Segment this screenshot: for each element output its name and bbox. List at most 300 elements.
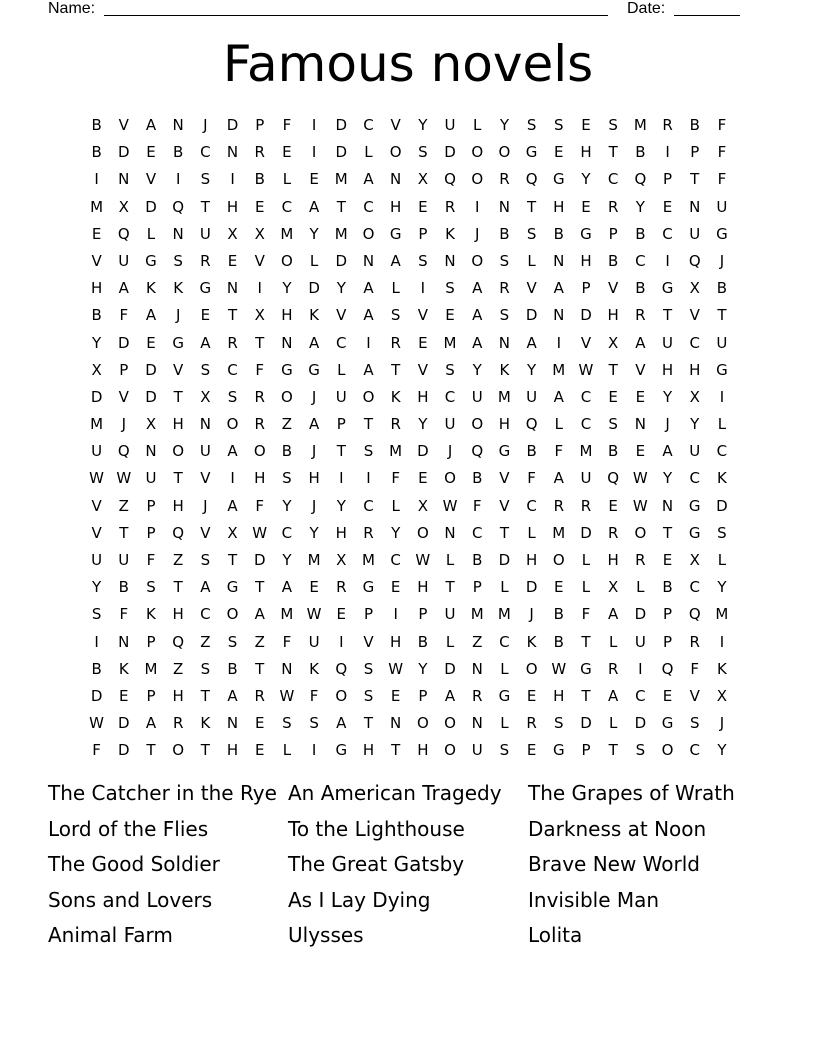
grid-letter: I [420, 279, 426, 298]
grid-letter: N [226, 143, 239, 162]
grid-letter: I [556, 333, 561, 352]
grid-row [83, 248, 736, 275]
grid-letter: H [254, 469, 266, 488]
grid-letter: I [719, 632, 725, 651]
grid-letter: W [279, 686, 295, 705]
grid-letter: U [662, 333, 674, 352]
grid-letter: R [553, 496, 564, 515]
grid-letter: I [94, 170, 99, 189]
grid-row [83, 357, 736, 384]
grid-letter: Z [173, 659, 184, 678]
grid-letter: R [689, 632, 700, 651]
grid-letter: J [121, 415, 126, 434]
word-list-item: An American Tragedy [288, 781, 502, 805]
grid-letter: S [445, 279, 455, 298]
grid-letter: A [363, 279, 374, 298]
grid-letter: O [389, 143, 402, 162]
name-field-line[interactable] [104, 15, 608, 16]
grid-letter: L [500, 714, 509, 733]
grid-letter: X [227, 224, 238, 243]
grid-letter: B [635, 224, 646, 243]
grid-letter: H [689, 360, 701, 379]
grid-letter: C [635, 251, 646, 270]
grid-letter: I [719, 387, 725, 406]
grid-letter: C [526, 496, 537, 515]
grid-letter: H [607, 551, 619, 569]
grid-letter: H [172, 686, 184, 705]
grid-letter: I [94, 632, 99, 651]
grid-letter: M [715, 605, 729, 624]
grid-letter: M [389, 442, 403, 461]
grid-letter: V [118, 387, 129, 406]
grid-letter: U [471, 387, 483, 406]
grid-letter: J [447, 442, 453, 461]
grid-letter: U [471, 741, 483, 760]
grid-letter: V [499, 496, 510, 515]
grid-letter: F [119, 605, 129, 624]
grid-letter: F [391, 469, 400, 488]
grid-letter: F [690, 659, 700, 678]
grid-letter: M [90, 197, 104, 216]
grid-letter: R [499, 170, 510, 189]
grid-letter: N [689, 197, 701, 216]
grid-letter: S [499, 306, 510, 325]
grid-letter: N [444, 251, 456, 270]
grid-letter: P [472, 578, 482, 597]
grid-letter: F [717, 116, 727, 134]
grid-letter: A [608, 605, 619, 624]
grid-letter: D [145, 387, 157, 406]
grid-letter: H [308, 469, 320, 488]
grid-letter: S [146, 578, 156, 597]
grid-letter: D [145, 197, 157, 216]
grid-letter: Y [92, 333, 102, 352]
grid-letter: D [118, 333, 130, 352]
grid-letter: G [552, 170, 565, 189]
grid-letter: Y [309, 523, 319, 542]
grid-letter: L [282, 741, 292, 760]
grid-letter: E [119, 686, 129, 705]
grid-letter: N [281, 659, 293, 678]
grid-letter: T [717, 306, 727, 325]
grid-row [83, 384, 736, 411]
grid-letter: O [661, 741, 674, 760]
grid-letter: V [200, 523, 211, 542]
grid-letter: N [390, 170, 402, 189]
grid-letter: L [608, 714, 618, 733]
grid-letter: O [471, 143, 484, 162]
grid-letter: S [200, 360, 211, 379]
word-list-item: Ulysses [288, 923, 364, 947]
letter-grid [83, 112, 736, 765]
grid-letter: T [391, 360, 401, 379]
grid-letter: M [361, 551, 375, 569]
grid-row [83, 629, 736, 656]
grid-letter: P [418, 224, 428, 243]
grid-letter: S [282, 469, 292, 488]
grid-letter: C [227, 360, 238, 379]
grid-letter: W [116, 469, 132, 488]
grid-letter: V [173, 360, 184, 379]
grid-letter: M [443, 333, 457, 352]
grid-letter: R [472, 686, 483, 705]
grid-letter: B [608, 251, 619, 270]
grid-letter: T [608, 360, 618, 379]
grid-row [83, 221, 736, 248]
grid-letter: E [662, 686, 673, 705]
grid-letter: F [554, 442, 564, 461]
grid-letter: P [146, 523, 156, 542]
grid-letter: X [689, 279, 700, 298]
grid-letter: N [199, 415, 211, 434]
grid-letter: T [146, 741, 156, 760]
grid-letter: E [390, 686, 401, 705]
grid-letter: E [254, 714, 265, 733]
grid-letter: I [638, 659, 643, 678]
grid-letter: A [227, 496, 238, 515]
grid-letter: K [118, 659, 129, 678]
grid-letter: D [118, 741, 130, 760]
grid-letter: Y [336, 496, 346, 515]
grid-letter: C [580, 415, 592, 434]
grid-letter: S [200, 551, 211, 569]
grid-letter: E [554, 578, 564, 597]
grid-letter: X [254, 306, 265, 325]
grid-letter: D [90, 686, 103, 705]
grid-letter: A [472, 333, 483, 352]
grid-letter: J [665, 415, 670, 434]
grid-letter: U [689, 442, 701, 461]
grid-letter: H [661, 360, 674, 379]
grid-letter: S [363, 659, 374, 678]
grid-letter: V [417, 360, 428, 379]
grid-letter: R [580, 496, 592, 515]
date-label: Date: [627, 0, 666, 17]
grid-letter: E [662, 197, 673, 216]
grid-letter: Z [200, 632, 211, 651]
grid-letter: C [363, 116, 374, 134]
grid-row [83, 683, 736, 710]
grid-letter: R [254, 387, 265, 406]
grid-letter: S [309, 714, 319, 733]
grid-letter: J [311, 387, 317, 406]
word-list-item: Animal Farm [48, 923, 173, 947]
grid-letter: E [581, 116, 591, 134]
grid-letter: D [525, 578, 538, 597]
grid-letter: X [608, 578, 619, 597]
grid-letter: R [390, 415, 401, 434]
grid-letter: V [91, 251, 102, 270]
grid-letter: O [634, 523, 647, 542]
grid-letter: A [553, 279, 564, 298]
grid-letter: H [226, 741, 239, 760]
grid-letter: Q [471, 442, 484, 461]
grid-letter: C [444, 387, 456, 406]
grid-letter: E [445, 306, 455, 325]
grid-letter: E [418, 469, 428, 488]
grid-letter: B [417, 632, 428, 651]
grid-letter: P [146, 686, 156, 705]
grid-letter: O [281, 251, 293, 270]
grid-letter: E [418, 197, 428, 216]
grid-letter: R [227, 333, 238, 352]
grid-letter: D [417, 442, 429, 461]
grid-letter: G [362, 578, 375, 597]
grid-letter: X [118, 197, 129, 216]
grid-letter: C [635, 686, 646, 705]
grid-letter: E [309, 170, 319, 189]
grid-letter: Q [117, 224, 130, 243]
grid-letter: L [527, 523, 536, 542]
word-list-item: The Catcher in the Rye [48, 781, 277, 805]
grid-row [83, 601, 736, 628]
grid-letter: B [227, 659, 238, 678]
grid-letter: C [607, 170, 619, 189]
grid-letter: B [635, 143, 646, 162]
grid-letter: W [632, 469, 648, 488]
grid-letter: V [336, 306, 347, 325]
grid-letter: A [553, 387, 564, 406]
grid-letter: X [689, 387, 700, 406]
grid-letter: G [661, 714, 674, 733]
grid-letter: Y [635, 197, 645, 216]
grid-letter: K [526, 632, 537, 651]
grid-letter: S [363, 442, 374, 461]
grid-letter: T [255, 578, 265, 597]
grid-letter: H [417, 387, 429, 406]
grid-letter: L [581, 578, 591, 597]
grid-letter: V [580, 333, 592, 352]
grid-letter: G [335, 741, 348, 760]
grid-letter: N [281, 333, 293, 352]
grid-letter: X [91, 360, 102, 379]
grid-letter: G [498, 442, 511, 461]
grid-row [83, 465, 736, 492]
grid-letter: E [608, 496, 618, 515]
grid-letter: P [581, 279, 591, 298]
grid-letter: H [417, 578, 429, 597]
grid-letter: C [281, 197, 293, 216]
grid-letter: N [118, 632, 130, 651]
grid-letter: Y [418, 116, 428, 134]
grid-letter: Y [282, 279, 292, 298]
grid-letter: C [689, 469, 700, 488]
grid-letter: Z [254, 632, 265, 651]
grid-letter: O [444, 469, 456, 488]
grid-row [83, 166, 736, 193]
grid-letter: B [472, 469, 483, 488]
grid-letter: G [661, 279, 674, 298]
grid-row [83, 194, 736, 221]
grid-letter: G [199, 279, 212, 298]
grid-letter: R [363, 523, 374, 542]
grid-letter: A [200, 333, 211, 352]
grid-letter: X [716, 686, 728, 705]
grid-letter: A [308, 197, 320, 216]
grid-letter: T [391, 741, 401, 760]
grid-letter: U [526, 387, 538, 406]
grid-letter: E [608, 387, 618, 406]
grid-letter: S [608, 116, 618, 134]
grid-letter: Z [118, 496, 129, 515]
grid-letter: K [146, 279, 156, 298]
grid-letter: N [634, 415, 646, 434]
grid-letter: A [526, 333, 537, 352]
grid-letter: B [91, 116, 102, 134]
grid-letter: G [525, 143, 538, 162]
grid-letter: N [444, 523, 456, 542]
grid-letter: U [91, 551, 103, 569]
grid-letter: E [254, 197, 265, 216]
grid-letter: I [311, 116, 317, 134]
grid-letter: E [635, 442, 646, 461]
grid-letter: B [118, 578, 129, 597]
grid-letter: Y [309, 224, 319, 243]
grid-row [83, 139, 736, 166]
grid-letter: J [203, 116, 208, 134]
grid-letter: C [363, 496, 374, 515]
grid-letter: X [227, 523, 238, 542]
grid-letter: X [417, 170, 428, 189]
grid-row [83, 710, 736, 737]
grid-letter: L [717, 415, 727, 434]
grid-letter: A [145, 714, 157, 733]
grid-letter: X [254, 224, 265, 243]
grid-letter: M [90, 415, 104, 434]
grid-letter: M [552, 523, 566, 542]
grid-letter: H [362, 741, 375, 760]
grid-letter: V [118, 116, 129, 134]
grid-letter: B [553, 632, 564, 651]
date-field-line[interactable] [674, 15, 740, 16]
grid-letter: J [311, 442, 317, 461]
grid-letter: H [90, 279, 103, 298]
grid-letter: O [335, 686, 348, 705]
grid-letter: V [608, 279, 619, 298]
grid-letter: B [526, 442, 537, 461]
grid-letter: G [580, 659, 592, 678]
grid-letter: L [445, 632, 455, 651]
grid-letter: J [203, 496, 208, 515]
grid-letter: D [580, 523, 592, 542]
grid-letter: N [226, 279, 239, 298]
grid-letter: D [308, 279, 320, 298]
grid-letter: E [91, 224, 102, 243]
grid-letter: Y [418, 415, 428, 434]
grid-letter: A [608, 686, 619, 705]
grid-letter: R [607, 659, 619, 678]
grid-letter: O [444, 714, 456, 733]
grid-letter: K [445, 224, 455, 243]
grid-letter: S [526, 224, 537, 243]
grid-letter: Y [690, 415, 700, 434]
grid-letter: B [608, 442, 619, 461]
grid-letter: I [175, 170, 181, 189]
grid-letter: L [473, 116, 482, 134]
grid-row [83, 411, 736, 438]
grid-letter: B [472, 551, 483, 569]
grid-letter: O [498, 143, 511, 162]
grid-letter: M [497, 387, 511, 406]
grid-letter: K [390, 387, 401, 406]
grid-letter: Y [391, 523, 401, 542]
grid-letter: S [608, 415, 618, 434]
grid-letter: Y [581, 170, 591, 189]
grid-letter: D [335, 143, 348, 162]
grid-row [83, 737, 736, 764]
grid-letter: U [145, 469, 157, 488]
grid-letter: Q [335, 659, 348, 678]
grid-letter: V [254, 251, 265, 270]
grid-letter: V [91, 496, 102, 515]
grid-letter: O [253, 442, 266, 461]
grid-letter: U [580, 469, 592, 488]
grid-letter: V [689, 306, 700, 325]
grid-letter: T [581, 632, 591, 651]
grid-letter: H [172, 496, 184, 515]
grid-letter: B [91, 143, 102, 162]
grid-letter: M [470, 605, 484, 624]
grid-letter: N [661, 496, 674, 515]
grid-letter: Q [444, 170, 456, 189]
grid-letter: L [581, 551, 591, 569]
grid-letter: O [226, 415, 239, 434]
grid-letter: H [390, 197, 402, 216]
grid-letter: G [281, 360, 293, 379]
grid-letter: R [662, 116, 673, 134]
grid-letter: P [119, 360, 129, 379]
grid-letter: E [282, 143, 292, 162]
grid-letter: T [255, 659, 265, 678]
grid-letter: C [689, 578, 700, 597]
grid-letter: H [553, 197, 565, 216]
grid-letter: T [363, 714, 374, 733]
grid-letter: R [254, 415, 265, 434]
grid-letter: M [552, 360, 566, 379]
grid-letter: J [719, 251, 725, 270]
grid-letter: F [472, 496, 482, 515]
grid-letter: B [91, 659, 102, 678]
grid-letter: X [417, 496, 428, 515]
grid-letter: E [662, 551, 673, 569]
grid-letter: W [388, 659, 404, 678]
grid-letter: E [635, 387, 646, 406]
grid-letter: B [91, 306, 102, 325]
grid-letter: H [607, 306, 619, 325]
grid-letter: C [471, 523, 483, 542]
grid-letter: H [580, 143, 592, 162]
grid-letter: O [416, 714, 429, 733]
grid-letter: E [418, 333, 428, 352]
grid-letter: N [118, 170, 130, 189]
grid-letter: H [335, 523, 347, 542]
grid-letter: H [226, 197, 239, 216]
grid-letter: R [635, 551, 646, 569]
grid-letter: Y [662, 469, 673, 488]
grid-letter: A [553, 469, 564, 488]
grid-letter: W [89, 469, 105, 488]
grid-letter: O [471, 415, 484, 434]
grid-letter: W [578, 360, 594, 379]
grid-letter: D [444, 143, 456, 162]
grid-letter: G [688, 496, 701, 515]
grid-letter: S [717, 523, 727, 542]
grid-letter: S [91, 605, 102, 624]
grid-letter: Q [634, 170, 647, 189]
page-title: Famous novels [222, 35, 594, 93]
grid-letter: S [418, 143, 428, 162]
grid-letter: A [336, 714, 347, 733]
